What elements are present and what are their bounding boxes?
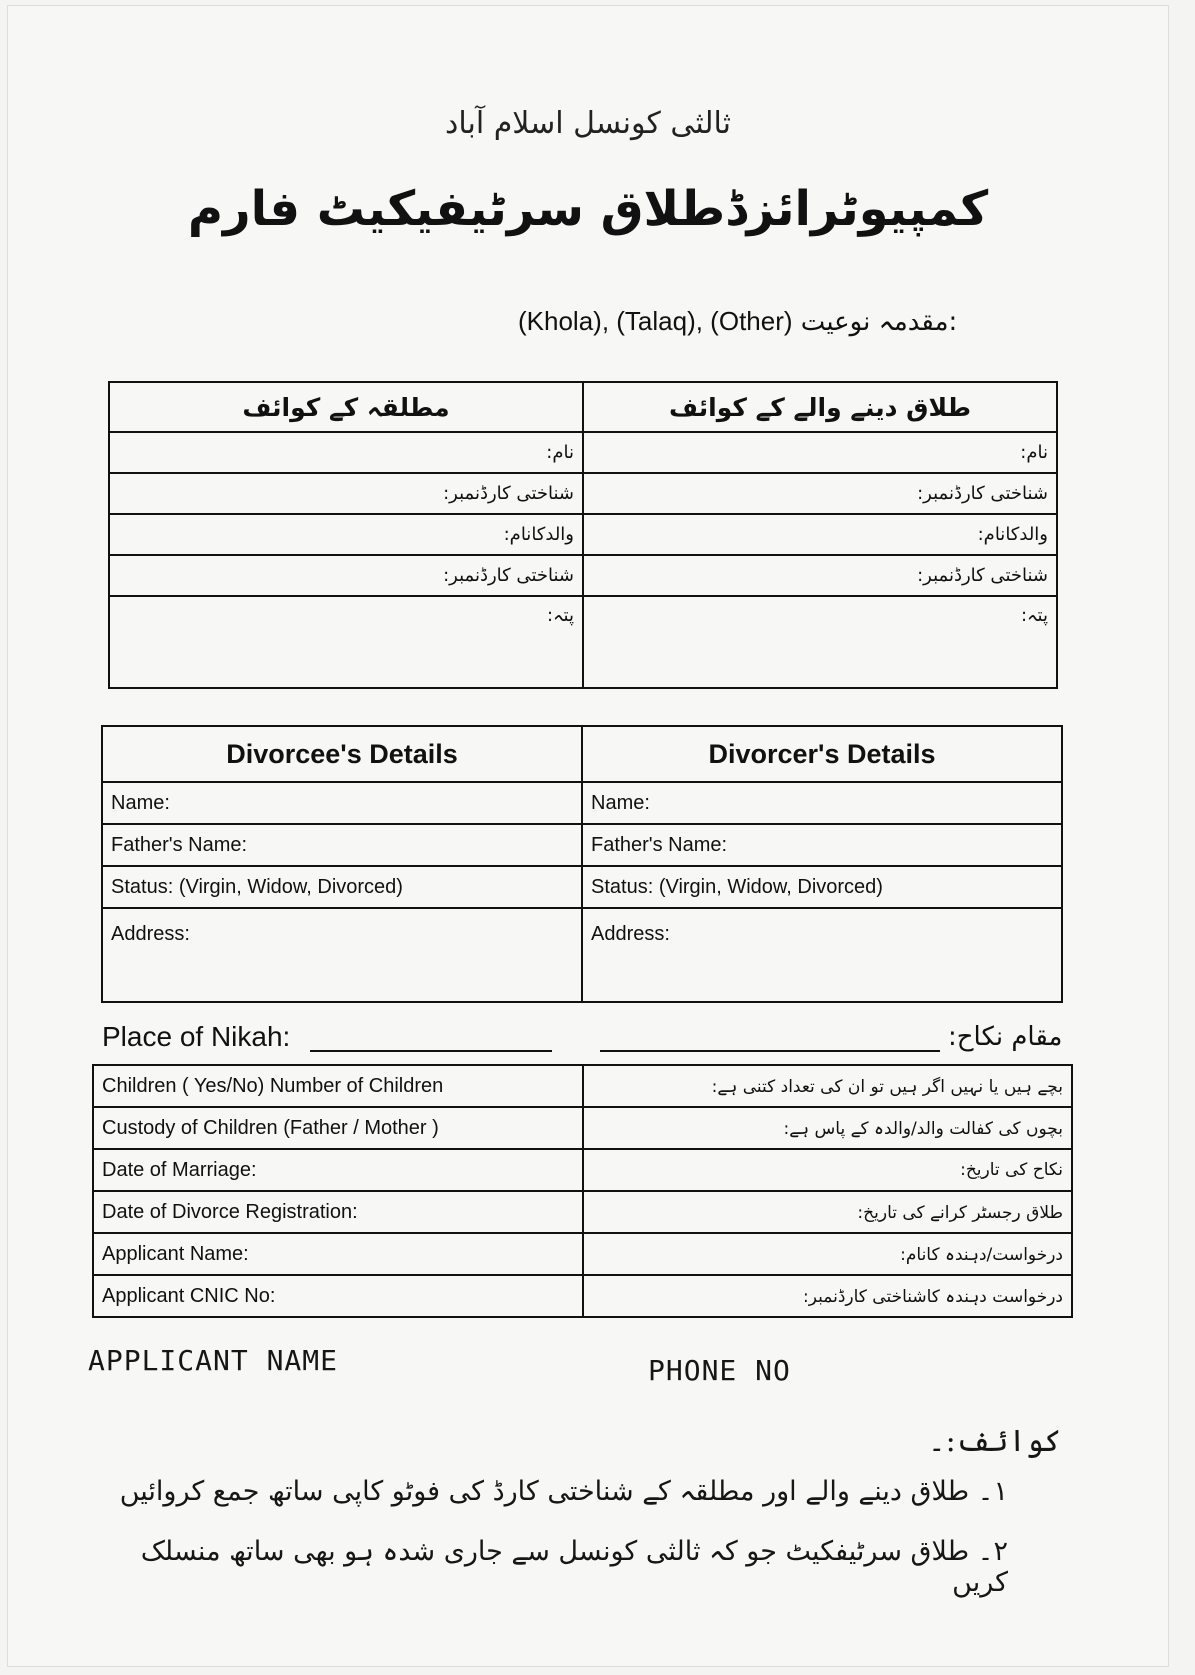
- applicant-cnic-field[interactable]: Applicant CNIC No:: [93, 1275, 583, 1317]
- divorcee-address-field[interactable]: Address:: [102, 908, 582, 1002]
- council-name: ثالثی کونسل اسلام آباد: [444, 106, 732, 141]
- urdu-divorcer-heading: طلاق دینے والے کے کوائف: [583, 382, 1057, 432]
- table-row: [93, 1107, 1072, 1149]
- form-page: [8, 6, 1168, 1666]
- divorcer-father-name-field[interactable]: Father's Name:: [582, 824, 1062, 866]
- handwritten-doc-2: ۲۔ طلاق سرٹیفکیٹ جو کہ ثالثی کونسل سے جاری شدہ ہو بھی ساتھ منسلک کریں: [140, 1536, 1008, 1598]
- divorce-registration-date-field-ur[interactable]: طلاق رجسٹر کرانے کی تاریخ:: [583, 1191, 1073, 1233]
- divorcer-heading: Divorcer's Details: [582, 726, 1062, 782]
- divorcer-father-cnic-ur-field[interactable]: شناختی کارڈنمبر:: [583, 555, 1057, 596]
- divorcee-address-ur-field[interactable]: پتہ:: [109, 596, 583, 688]
- marriage-date-field[interactable]: Date of Marriage:: [93, 1149, 583, 1191]
- case-type-options: (Khola), (Talaq), (Other): [518, 306, 793, 336]
- custody-field[interactable]: Custody of Children (Father / Mother ): [93, 1107, 583, 1149]
- place-of-nikah-label-ur: مقام نکاح:: [948, 1022, 1063, 1052]
- divorcer-name-field[interactable]: Name:: [582, 782, 1062, 824]
- handwritten-doc-1: ۱۔ طلاق دینے والے اور مطلقہ کے شناختی کارڈ کی فوٹو کاپی ساتھ جمع کروائیں: [119, 1476, 1008, 1507]
- applicant-name-field[interactable]: Applicant Name:: [93, 1233, 583, 1275]
- divorcee-status-field[interactable]: Status: (Virgin, Widow, Divorced): [102, 866, 582, 908]
- handwritten-phone-no: PHONE NO: [648, 1354, 791, 1387]
- urdu-divorcee-heading: مطلقہ کے کوائف: [109, 382, 583, 432]
- custody-field-ur[interactable]: بچوں کی کفالت والد/والدہ کے پاس ہے:: [583, 1107, 1073, 1149]
- divorcee-cnic-ur-field[interactable]: شناختی کارڈنمبر:: [109, 473, 583, 514]
- place-of-nikah-line-en[interactable]: [310, 1050, 552, 1052]
- english-details-table: [101, 725, 1063, 1003]
- divorcer-name-ur-field[interactable]: نام:: [583, 432, 1057, 473]
- marriage-details-table: [92, 1064, 1073, 1318]
- applicant-cnic-field-ur[interactable]: درخواست دہندہ کاشناختی کارڈنمبر:: [583, 1275, 1073, 1317]
- divorcer-cnic-ur-field[interactable]: شناختی کارڈنمبر:: [583, 473, 1057, 514]
- divorcee-father-cnic-ur-field[interactable]: شناختی کارڈنمبر:: [109, 555, 583, 596]
- divorcee-name-ur-field[interactable]: نام:: [109, 432, 583, 473]
- divorcer-father-ur-field[interactable]: والدکانام:: [583, 514, 1057, 555]
- place-of-nikah-line-ur[interactable]: [600, 1050, 940, 1052]
- divorce-registration-date-field[interactable]: Date of Divorce Registration:: [93, 1191, 583, 1233]
- divorcer-status-field[interactable]: Status: (Virgin, Widow, Divorced): [582, 866, 1062, 908]
- divorcer-address-ur-field[interactable]: پتہ:: [583, 596, 1057, 688]
- table-row: [93, 1149, 1072, 1191]
- divorcee-heading: Divorcee's Details: [102, 726, 582, 782]
- handwritten-applicant-name: APPLICANT NAME: [88, 1344, 339, 1377]
- table-row: [93, 1233, 1072, 1275]
- applicant-name-field-ur[interactable]: درخواست/دہندہ کانام:: [583, 1233, 1073, 1275]
- table-row: [93, 1191, 1072, 1233]
- divorcee-name-field[interactable]: Name:: [102, 782, 582, 824]
- form-title: کمپیوٹرائزڈطلاق سرٹیفیکیٹ فارم: [187, 181, 989, 237]
- case-type-label: مقدمہ نوعیت:: [800, 307, 958, 337]
- urdu-details-table: [108, 381, 1058, 689]
- table-row: [93, 1065, 1072, 1107]
- children-field-ur[interactable]: بچے ہیں یا نہیں اگر ہیں تو ان کی تعداد کتنی ہے:: [583, 1065, 1073, 1107]
- marriage-date-field-ur[interactable]: نکاح کی تاریخ:: [583, 1149, 1073, 1191]
- case-type-line: [518, 306, 957, 337]
- handwritten-docs-heading: کوائف:۔: [928, 1424, 1062, 1459]
- divorcer-address-field[interactable]: Address:: [582, 908, 1062, 1002]
- table-row: [93, 1275, 1072, 1317]
- divorcee-father-ur-field[interactable]: والدکانام:: [109, 514, 583, 555]
- place-of-nikah-label: Place of Nikah:: [102, 1021, 291, 1052]
- children-field[interactable]: Children ( Yes/No) Number of Children: [93, 1065, 583, 1107]
- divorcee-father-name-field[interactable]: Father's Name:: [102, 824, 582, 866]
